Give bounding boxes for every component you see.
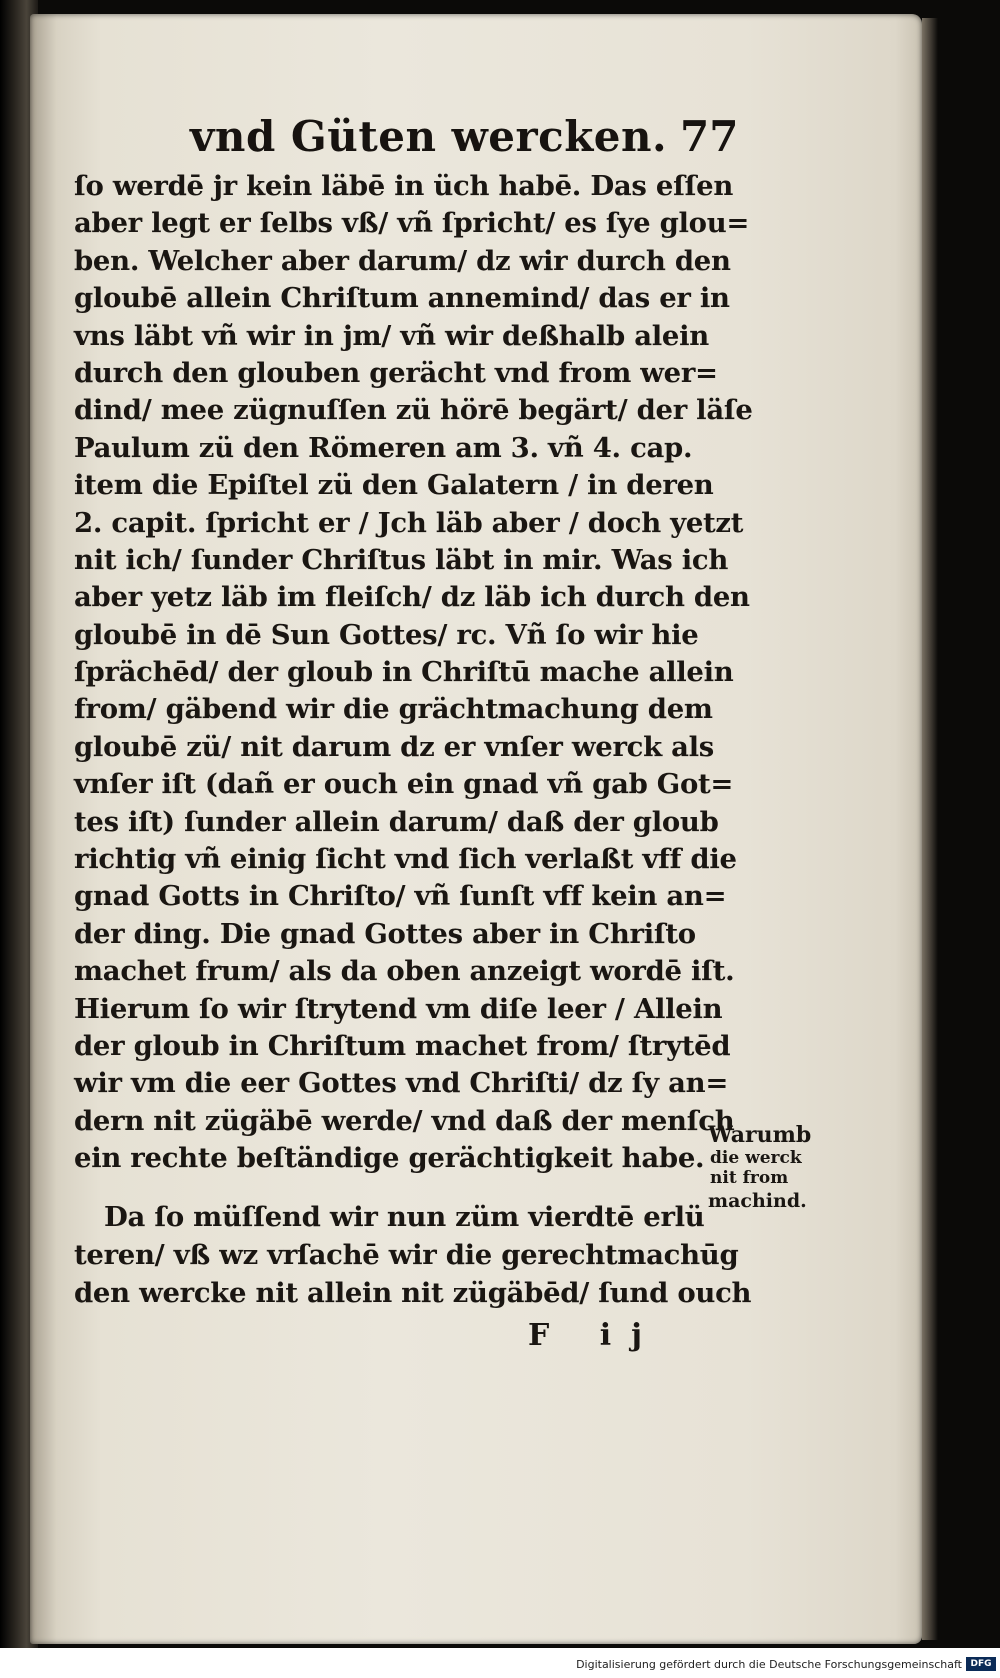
margin-note-line: Warumb [708, 1122, 812, 1148]
paragraph-line: Da ſo müſſend wir nun züm vierdtē erlü [104, 1201, 705, 1233]
text-line: richtig vñ einig ſicht vnd ſich verlaßt vff die [74, 843, 737, 876]
text-line: aber yetz läb im fleiſch/ dz läb ich durch den [74, 581, 750, 614]
paragraph-line: den wercke nit allein nit zügäbēd/ ſund ouch [74, 1277, 752, 1309]
text-line: Hierum ſo wir ſtrytend vm diſe leer / Allein [74, 992, 723, 1025]
text-line: durch den glouben gerächt vnd from wer= [74, 356, 718, 389]
text-line: tes iſt) ſunder allein darum/ daß der gloub [74, 805, 719, 838]
margin-note-line: machind. [708, 1190, 807, 1212]
page-edge [922, 18, 938, 1640]
text-line: aber legt er ſelbs vß/ vñ ſpricht/ es ſye glou= [74, 207, 750, 240]
body-text [74, 168, 753, 1178]
running-title: vnd Güten wercken. [190, 112, 668, 161]
text-line: wir vm die eer Gottes vnd Chriſti/ dz ſy an= [74, 1067, 729, 1100]
text-line: ſprächēd/ der gloub in Chriſtū mache allein [74, 656, 734, 689]
text-line: ein rechte beſtändige gerächtigkeit habe. [74, 1142, 705, 1175]
margin-note [708, 1122, 828, 1214]
text-line: vnſer iſt (dañ er ouch ein gnad vñ gab Got= [74, 768, 734, 801]
footer-bar [0, 1654, 1000, 1678]
text-line: gloubē allein Chriſtum annemind/ das er in [74, 282, 730, 315]
text-line: vns läbt vñ wir in jm/ vñ wir deßhalb alein [74, 319, 709, 352]
text-line: der ding. Die gnad Gottes aber in Chriſto [74, 917, 696, 950]
margin-note-line: nit from [710, 1168, 789, 1188]
text-line: ben. Welcher aber darum/ dz wir durch den [74, 244, 731, 277]
margin-note-line: die werck [710, 1148, 802, 1168]
text-line: machet frum/ als da oben anzeigt wordē iſt. [74, 955, 735, 988]
text-line: gloubē zü/ nit darum dz er vnſer werck als [74, 730, 714, 763]
text-line: ſo werdē jr kein läbē in üch habē. Das eſſen [74, 170, 734, 202]
text-line: gnad Gotts in Chriſto/ vñ ſunſt vff kein an= [74, 880, 727, 913]
text-line: from/ gäbend wir die grächtmachung dem [74, 693, 713, 726]
text-line: item die Epiſtel zü den Galatern / in deren [74, 469, 714, 502]
dfg-logo: DFG [966, 1657, 996, 1671]
signature-mark: F ij [528, 1318, 662, 1353]
text-line: dind/ mee zügnuſſen zü hörē begärt/ der läſe [74, 394, 753, 427]
page-header [190, 112, 750, 168]
footer-credit: Digitalisierung gefördert durch die Deutsche Forschungsgemeinschaft [576, 1658, 962, 1671]
text-line: nit ich/ ſunder Chriſtus läbt in mir. Was ich [74, 543, 729, 576]
text-line: dern nit zügäbē werde/ vnd daß der menſch [74, 1104, 735, 1137]
text-line: der gloub in Chriſtum machet from/ ſtrytēd [74, 1029, 731, 1062]
paragraph-line: teren/ vß wz vrſachē wir die gerechtmachūg [74, 1239, 739, 1271]
page-number: 77 [680, 112, 739, 161]
text-line: 2. capit. ſpricht er / Jch läb aber / doch yetzt [74, 506, 744, 539]
text-line: Paulum zü den Römeren am 3. vñ 4. cap. [74, 431, 693, 464]
text-line: gloubē in dē Sun Gottes/ rc. Vñ ſo wir hie [74, 618, 699, 651]
